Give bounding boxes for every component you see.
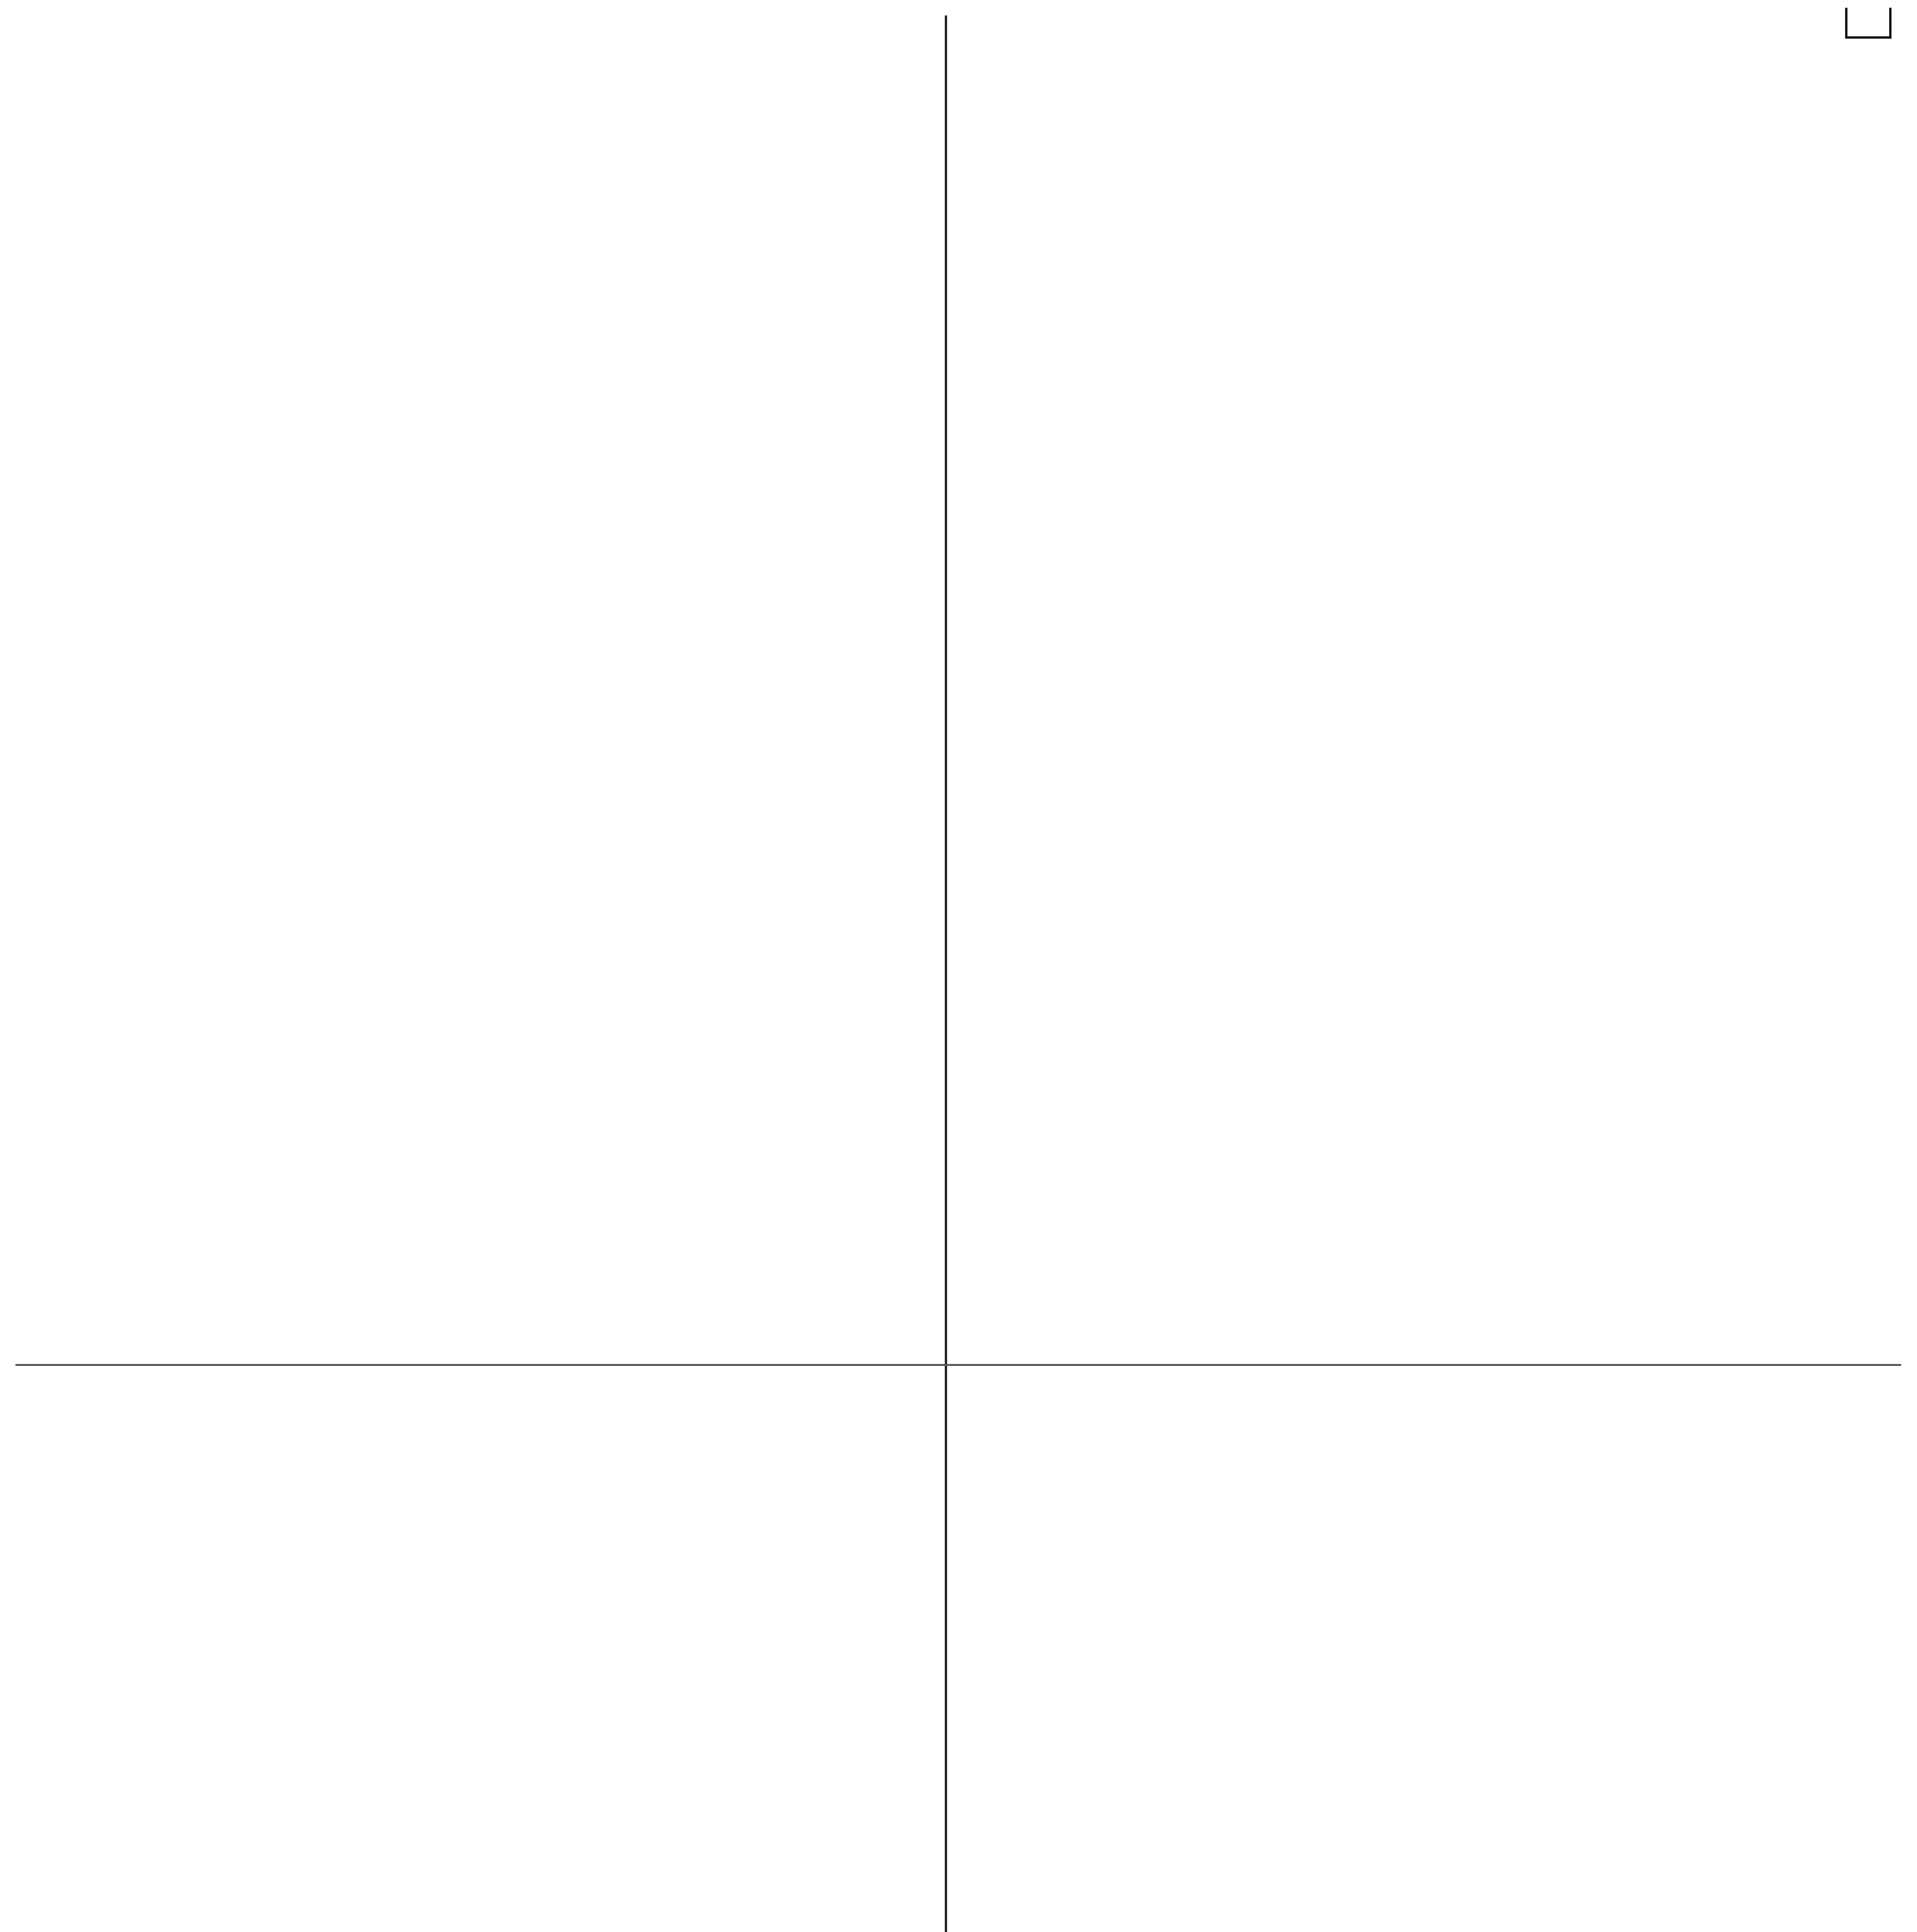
page-number-box	[1845, 8, 1891, 39]
horizontal-divider	[15, 1364, 1901, 1366]
vertical-divider	[945, 15, 947, 1932]
